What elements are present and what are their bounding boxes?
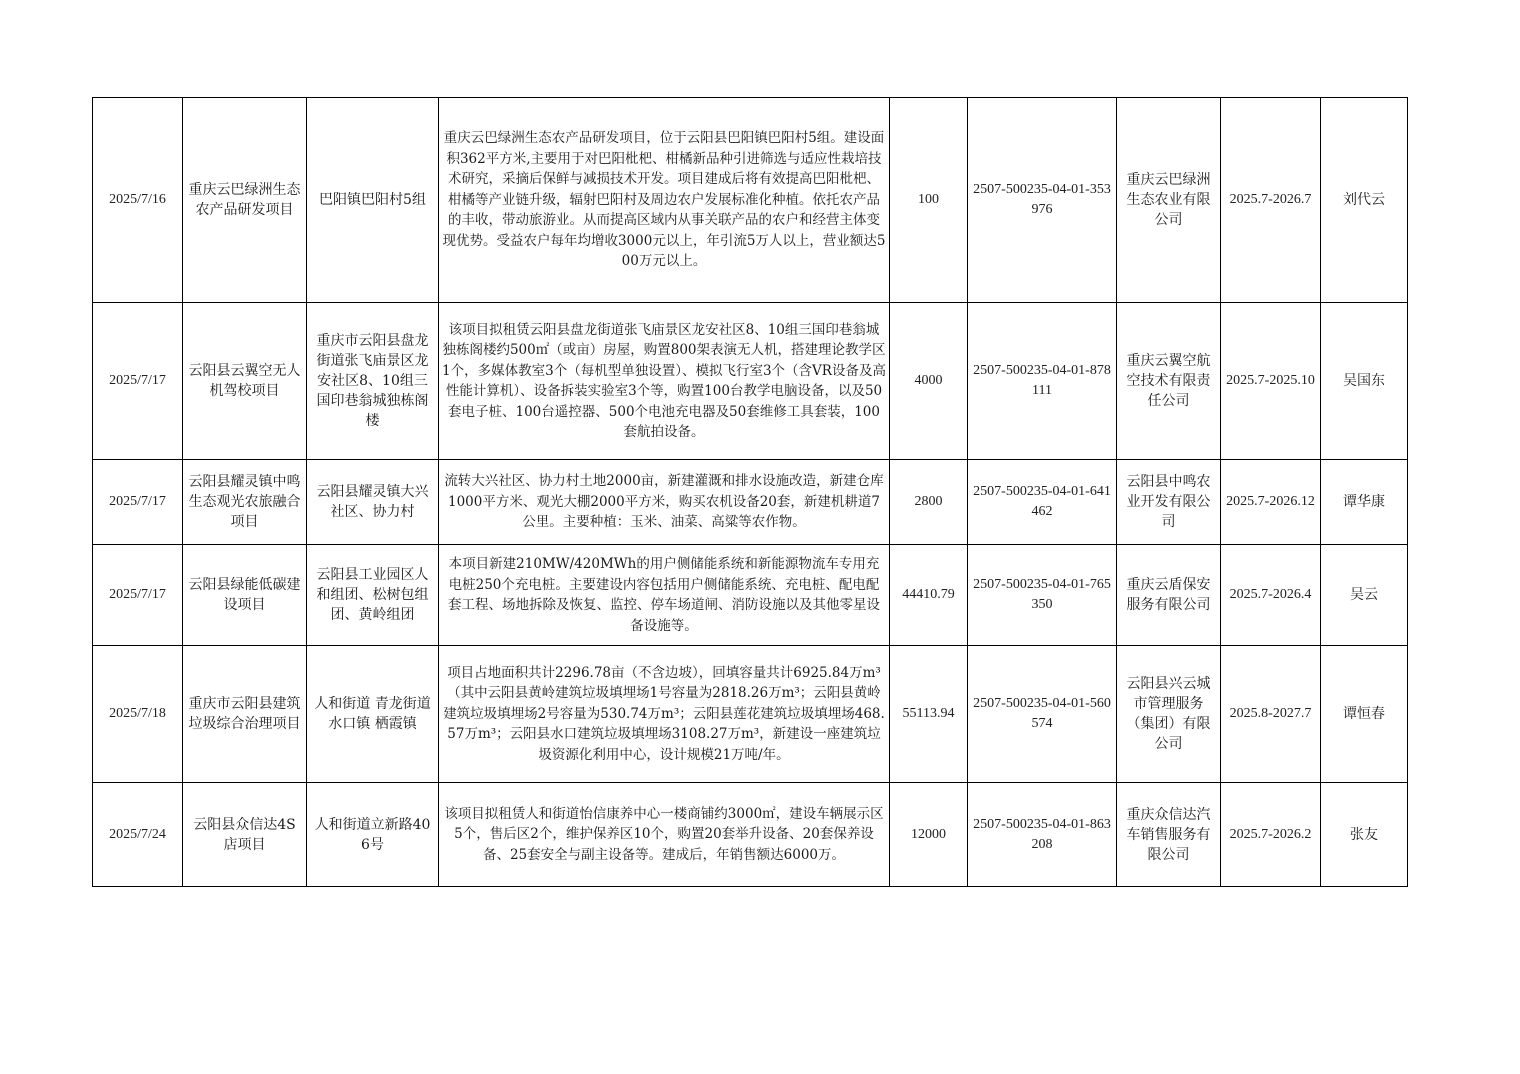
- company-cell: [1117, 646, 1221, 783]
- date-cell: [93, 545, 183, 646]
- project-name-cell: [183, 460, 307, 545]
- contact-cell-text: 谭华康: [1343, 494, 1385, 510]
- company-cell-text: 重庆云翼空航空技术有限责任公司: [1126, 353, 1211, 409]
- location-cell: [307, 646, 439, 783]
- description-cell-text: 该项目拟租赁人和街道怡信康养中心一楼商铺约3000㎡，建设车辆展示区5个，售后区2个，维护保养区10个，购置20套举升设备、20套保养设备、25套安全与副主设备等。建成后，年销售额达6000万。: [444, 805, 884, 863]
- period-cell-text: 2025.7-2026.2: [1229, 826, 1312, 842]
- investment-cell-text: 44410.79: [902, 587, 955, 602]
- company-cell-text: 云阳县兴云城市管理服务（集团）有限公司: [1126, 676, 1211, 752]
- project-code-cell: [968, 98, 1117, 303]
- period-cell: [1221, 98, 1321, 303]
- location-cell-text: 人和街道立新路406号: [314, 816, 431, 853]
- project-code-cell: [968, 303, 1117, 460]
- table-row: [93, 545, 1408, 646]
- period-cell-text: 2025.7-2025.10: [1226, 373, 1315, 388]
- period-cell-text: 2025.7-2026.7: [1229, 192, 1312, 207]
- contact-cell: [1321, 98, 1408, 303]
- date-cell: [93, 98, 183, 303]
- project-code-cell-text: 2507-500235-04-01-641462: [973, 484, 1111, 519]
- contact-cell: [1321, 545, 1408, 646]
- location-cell: [307, 303, 439, 460]
- table-row: [93, 303, 1408, 460]
- investment-cell-text: 4000: [914, 373, 943, 388]
- contact-cell-text: 吴云: [1350, 587, 1378, 603]
- description-cell: [439, 98, 890, 303]
- contact-cell: [1321, 783, 1408, 887]
- description-cell-text: 本项目新建210MW/420MWh的用户侧储能系统和新能源物流车专用充电桩250个充电桩。主要建设内容包括用户侧储能系统、充电桩、配电配套工程、场地拆除及恢复、监控、停车场道闸、消防设施以及其他零星设备设施等。: [448, 556, 880, 634]
- period-cell-text: 2025.7-2026.12: [1226, 494, 1315, 509]
- date-cell: [93, 646, 183, 783]
- period-cell: [1221, 646, 1321, 783]
- location-cell-text: 云阳县工业园区人和组团、松树包组团、黄岭组团: [316, 567, 429, 623]
- table-body: [93, 98, 1408, 887]
- period-cell: [1221, 545, 1321, 646]
- date-cell-text: 2025/7/17: [109, 494, 166, 509]
- company-cell: [1117, 783, 1221, 887]
- date-cell-text: 2025/7/18: [109, 706, 166, 721]
- project-name-cell-text: 云阳县众信达4S店项目: [193, 816, 296, 853]
- investment-cell-text: 100: [918, 192, 939, 207]
- project-name-cell: [183, 303, 307, 460]
- location-cell-text: 巴阳镇巴阳村5组: [319, 192, 426, 208]
- company-cell-text: 重庆众信达汽车销售服务有限公司: [1126, 806, 1211, 863]
- investment-cell: [890, 783, 968, 887]
- location-cell: [307, 460, 439, 545]
- date-cell: [93, 783, 183, 887]
- project-name-cell-text: 云阳县云翼空无人机驾校项目: [188, 363, 301, 399]
- date-cell-text: 2025/7/17: [109, 587, 166, 602]
- table-row: [93, 783, 1408, 887]
- date-cell-text: 2025/7/17: [109, 373, 166, 388]
- project-name-cell-text: 重庆市云阳县建筑垃圾综合治理项目: [188, 696, 301, 732]
- investment-cell-text: 55113.94: [902, 706, 955, 721]
- project-name-cell-text: 云阳县绿能低碳建设项目: [188, 577, 301, 613]
- table-row: [93, 646, 1408, 783]
- project-table: [92, 97, 1408, 887]
- contact-cell: [1321, 646, 1408, 783]
- project-code-cell-text: 2507-500235-04-01-765350: [973, 577, 1111, 612]
- company-cell-text: 重庆云巴绿洲生态农业有限公司: [1126, 172, 1211, 228]
- company-cell: [1117, 460, 1221, 545]
- company-cell-text: 云阳县中鸣农业开发有限公司: [1126, 474, 1211, 530]
- investment-cell: [890, 303, 968, 460]
- contact-cell: [1321, 460, 1408, 545]
- description-cell-text: 流转大兴社区、协力村土地2000亩，新建灌溉和排水设施改造，新建仓库1000平方米、观光大棚2000平方米，购买农机设备20套，新建机耕道7公里。主要种植：玉米、油菜、高粱等农作物。: [444, 473, 884, 531]
- description-cell: [439, 646, 890, 783]
- project-code-cell-text: 2507-500235-04-01-353976: [973, 182, 1111, 217]
- description-cell-text: 项目占地面积共计2296.78亩（不含边坡），回填容量共计6925.84万m³（其中云阳县黄岭建筑垃圾填埋场1号容量为2818.26万m³；云阳县黄岭建筑垃圾填埋场2号容量为530.74万m³；云阳县莲花建筑垃圾填埋场468.57万m³；云阳县水口建筑垃圾填埋场3108.27万m³，新建设一座建筑垃圾资源化利用中心，设计规模21万吨/年。: [443, 664, 885, 763]
- project-code-cell-text: 2507-500235-04-01-863208: [973, 816, 1111, 852]
- project-name-cell-text: 重庆云巴绿洲生态农产品研发项目: [188, 182, 301, 218]
- project-code-cell-text: 2507-500235-04-01-560574: [973, 696, 1111, 731]
- date-cell: [93, 460, 183, 545]
- contact-cell-text: 谭恒春: [1343, 706, 1385, 722]
- investment-cell: [890, 545, 968, 646]
- period-cell-text: 2025.7-2026.4: [1229, 587, 1312, 602]
- project-code-cell: [968, 646, 1117, 783]
- project-name-cell: [183, 783, 307, 887]
- project-name-cell: [183, 545, 307, 646]
- project-name-cell-text: 云阳县耀灵镇中鸣生态观光农旅融合项目: [188, 474, 301, 530]
- description-cell: [439, 783, 890, 887]
- project-code-cell: [968, 460, 1117, 545]
- table-row: [93, 460, 1408, 545]
- location-cell: [307, 545, 439, 646]
- date-cell-text: 2025/7/16: [109, 192, 166, 207]
- investment-cell-text: 2800: [914, 494, 943, 509]
- period-cell: [1221, 303, 1321, 460]
- company-cell: [1117, 303, 1221, 460]
- investment-cell: [890, 98, 968, 303]
- period-cell-text: 2025.8-2027.7: [1229, 706, 1312, 721]
- location-cell: [307, 783, 439, 887]
- company-cell: [1117, 98, 1221, 303]
- contact-cell-text: 刘代云: [1343, 192, 1385, 208]
- table-row: [93, 98, 1408, 303]
- location-cell-text: 人和街道 青龙街道 水口镇 栖霞镇: [314, 696, 431, 732]
- project-code-cell-text: 2507-500235-04-01-878111: [973, 363, 1111, 398]
- period-cell: [1221, 460, 1321, 545]
- date-cell: [93, 303, 183, 460]
- investment-cell: [890, 646, 968, 783]
- description-cell-text: 该项目拟租赁云阳县盘龙街道张飞庙景区龙安社区8、10组三国印巷翁城独栋阁楼约500㎡（或亩）房屋，购置800架表演无人机，搭建理论教学区1个，多媒体教室3个（每机型单独设置）、模拟飞行室3个（含VR设备及高性能计算机）、设备拆装实验室3个等，购置100台教学电脑设备，以及50套电子桩、100台遥控器、500个电池充电器及50套维修工具套装，100套航拍设备。: [442, 321, 886, 440]
- company-cell-text: 重庆云盾保安服务有限公司: [1126, 577, 1211, 613]
- contact-cell-text: 吴国东: [1343, 373, 1385, 389]
- location-cell: [307, 98, 439, 303]
- date-cell-text: 2025/7/24: [109, 826, 166, 842]
- project-code-cell: [968, 783, 1117, 887]
- project-name-cell: [183, 646, 307, 783]
- location-cell-text: 云阳县耀灵镇大兴社区、协力村: [316, 484, 429, 520]
- contact-cell: [1321, 303, 1408, 460]
- company-cell: [1117, 545, 1221, 646]
- description-cell: [439, 303, 890, 460]
- description-cell-text: 重庆云巴绿洲生态农产品研发项目，位于云阳县巴阳镇巴阳村5组。建设面积362平方米,主要用于对巴阳枇杷、柑橘新品种引进筛选与适应性栽培技术研究，采摘后保鲜与减损技术开发。项目建成后将有效提高巴阳枇杷、柑橘等产业链升级，辐射巴阳村及周边农户发展标准化种植。依托农产品的丰收，带动旅游业。从而提高区域内从事关联产品的农户和经营主体变现优势。受益农户每年均增收3000元以上，年引流5万人以上，营业额达500万元以上。: [442, 130, 886, 270]
- project-code-cell: [968, 545, 1117, 646]
- period-cell: [1221, 783, 1321, 887]
- investment-cell: [890, 460, 968, 545]
- description-cell: [439, 545, 890, 646]
- project-name-cell: [183, 98, 307, 303]
- investment-cell-text: 12000: [911, 826, 946, 842]
- description-cell: [439, 460, 890, 545]
- contact-cell-text: 张友: [1350, 826, 1378, 843]
- location-cell-text: 重庆市云阳县盘龙街道张飞庙景区龙安社区8、10组三国印巷翁城独栋阁楼: [316, 333, 429, 429]
